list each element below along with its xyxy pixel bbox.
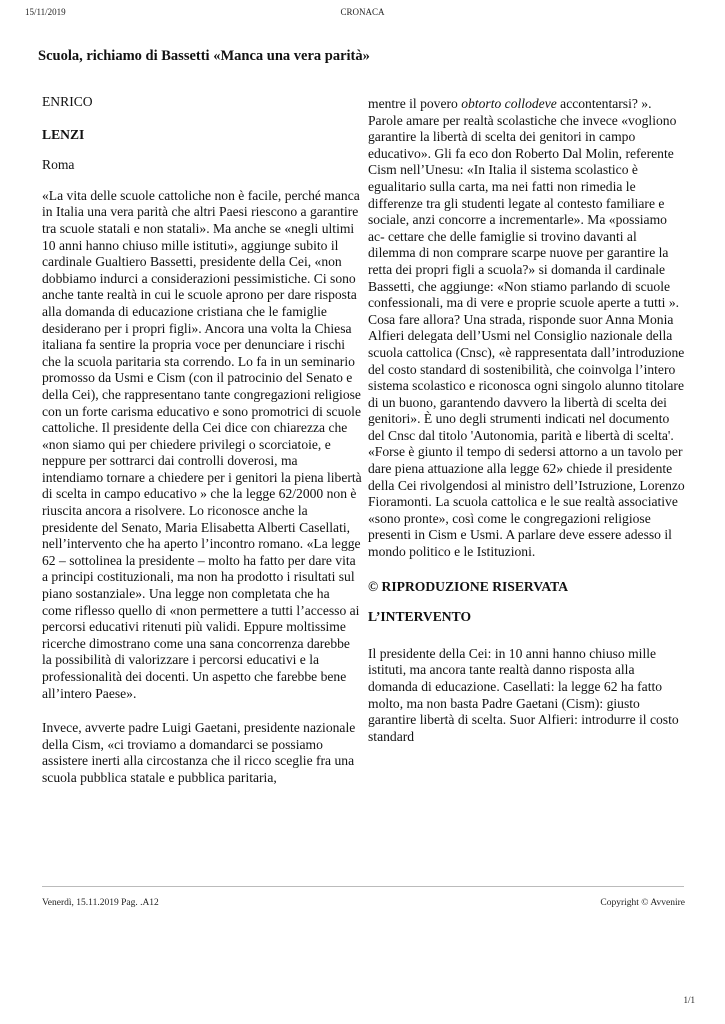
- article-paragraph-continued: [368, 96, 686, 561]
- copyright-note: © RIPRODUZIONE RISERVATA: [368, 578, 569, 594]
- text-run: accontentarsi? ». Parole amare per realtà scolastiche che invece «vogliono garantire la libertà di scelta dei genitori in campo educativo». Gli fa eco don Roberto Dal Molin, referente Cism nell’Unesu: «In Italia il sistema scolastico è egualitario sulla carta, ma nei fatti non rimedia le differenze tra gli studenti legate al contesto familiare e sociale, anzi concorre a incrementarle». Ma «possiamo ac- cettare che delle famiglie si trovino davanti al dilemma di non comprare scarpe nuove per garantire la retta dei propri figli a scuola?» si domanda il cardinale Bassetti, che aggiunge: «Non stiamo parlando di scuole confessionali, ma di vere e proprie scuole aperte a tutti ». Cosa fare allora? Una strada, risponde suor Anna Monia Alfieri delegata dell’Usmi nel Consiglio nazionale della scuola cattolica (Cnsc), «è rappresentata dall’introduzione del costo standard di sostenibilità, che coinvolga l’intero sistema scolastico e riconosca ogni singolo alunno titolare di un buono, garantendo davvero la libertà di scelta dei genitori». È uno degli strumenti indicati nel documento del Cnsc dal titolo 'Autonomia, parità e libertà di scelta'. «Forse è giunto il tempo di sedersi attorno a un tavolo per dare piena attuazione alla legge 62» chiede il presidente della Cei rivolgendosi al ministro dell’Istruzione, Lorenzo Fioramonti. La scuola cattolica e le sue realtà associative «sono pronte», così come le congregazioni religiose presenti in Cism e Usmi. A parlare deve essere adesso il mondo politico e le Istituzioni.: [368, 96, 685, 560]
- page-number: 1/1: [683, 995, 695, 1005]
- article-paragraph: «La vita delle scuole cattoliche non è facile, perché manca in Italia una vera parità che altri Paesi riescono a garantire tra scuole statali e non statali». Ma anche se «negli ultimi 10 anni hanno chiuso mille istituti», aggiunge subito il cardinale Gualtiero Bassetti, presidente della Cei, «non dobbiamo indurci a considerazioni pessimistiche. Ci sono anche tante realtà in cui le scuole aprono per dare risposta alla domanda di educazione cristiana che le famiglie desiderano per i propri figli». Ancora una volta la Chiesa italiana fa sentire la propria voce per denunciare i rischi che la scuola paritaria sta correndo. Lo fa in un seminario promosso da Usmi e Cism (con il patrocinio del Senato e della Cei), che rappresentano tante congregazioni religiose con un forte carisma educativo e sono promotrici di scuole cattoliche. Il presidente della Cei dice con chiarezza che «non siamo qui per chiedere privilegi o scorciatoie, e neppure per sottrarci dai controlli doverosi, ma intendiamo tornare a chiedere per i genitori la piena libertà di scelta in campo educativo » che la legge 62/2000 non è riuscita ancora a risolvere. Lo riconosce anche la presidente del Senato, Maria Elisabetta Alberti Casellati, nell’intervento che ha aperto l’incontro romano. «La legge 62 – sottolinea la presidente – molto ha fatto per dare vita a principi costituzionali, ma non ha prodotto i risultati sul piano sostanziale». Una legge non completata che ha come riflesso quello di «non permettere a tutti l’accesso ai percorsi educativi ritenuti più validi. Eppure moltissime ricerche dimostrano come una sana concorrenza darebbe la possibilità di valorizzare i percorsi educativi e la professionalità dei docenti. Un aspetto che farebbe bene all’intero Paese».: [42, 187, 362, 701]
- article-paragraph: Invece, avverte padre Luigi Gaetani, presidente nazionale della Cism, «ci troviamo a domandarci se possiamo assistere inerti alla circostanza che il ricco sceglie fra una scuola pubblica statale e pubblica paritaria,: [42, 720, 356, 785]
- author-last-name: LENZI: [42, 126, 85, 142]
- article-column-left: [42, 94, 362, 787]
- author-first-name: ENRICO: [42, 94, 93, 109]
- italic-phrase: obtorto collodeve: [461, 96, 557, 111]
- article-title: Scuola, richiamo di Bassetti «Manca una vera parità»: [38, 48, 370, 64]
- box-heading: L’INTERVENTO: [368, 609, 472, 625]
- footer-copyright: Copyright © Avvenire: [600, 898, 685, 908]
- text-run: mentre il povero: [368, 96, 462, 111]
- box-text: Il presidente della Cei: in 10 anni hanno chiuso mille istituti, ma ancora tante realtà danno risposta alla domanda di educazione. Casellati: la legge 62 ha fatto molto, ma non basta Padre Gaetani (Cism): giusto garantire libertà di scelta. Suor Alfieri: introdurre il costo standard: [368, 645, 679, 744]
- footer-issue: Venerdì, 15.11.2019 Pag. .A12: [42, 898, 159, 908]
- footer-divider: [42, 886, 684, 887]
- header-section: CRONACA: [340, 7, 385, 17]
- header-date: 15/11/2019: [25, 7, 66, 17]
- article-column-right: [368, 96, 686, 745]
- dateline-location: Roma: [42, 157, 75, 173]
